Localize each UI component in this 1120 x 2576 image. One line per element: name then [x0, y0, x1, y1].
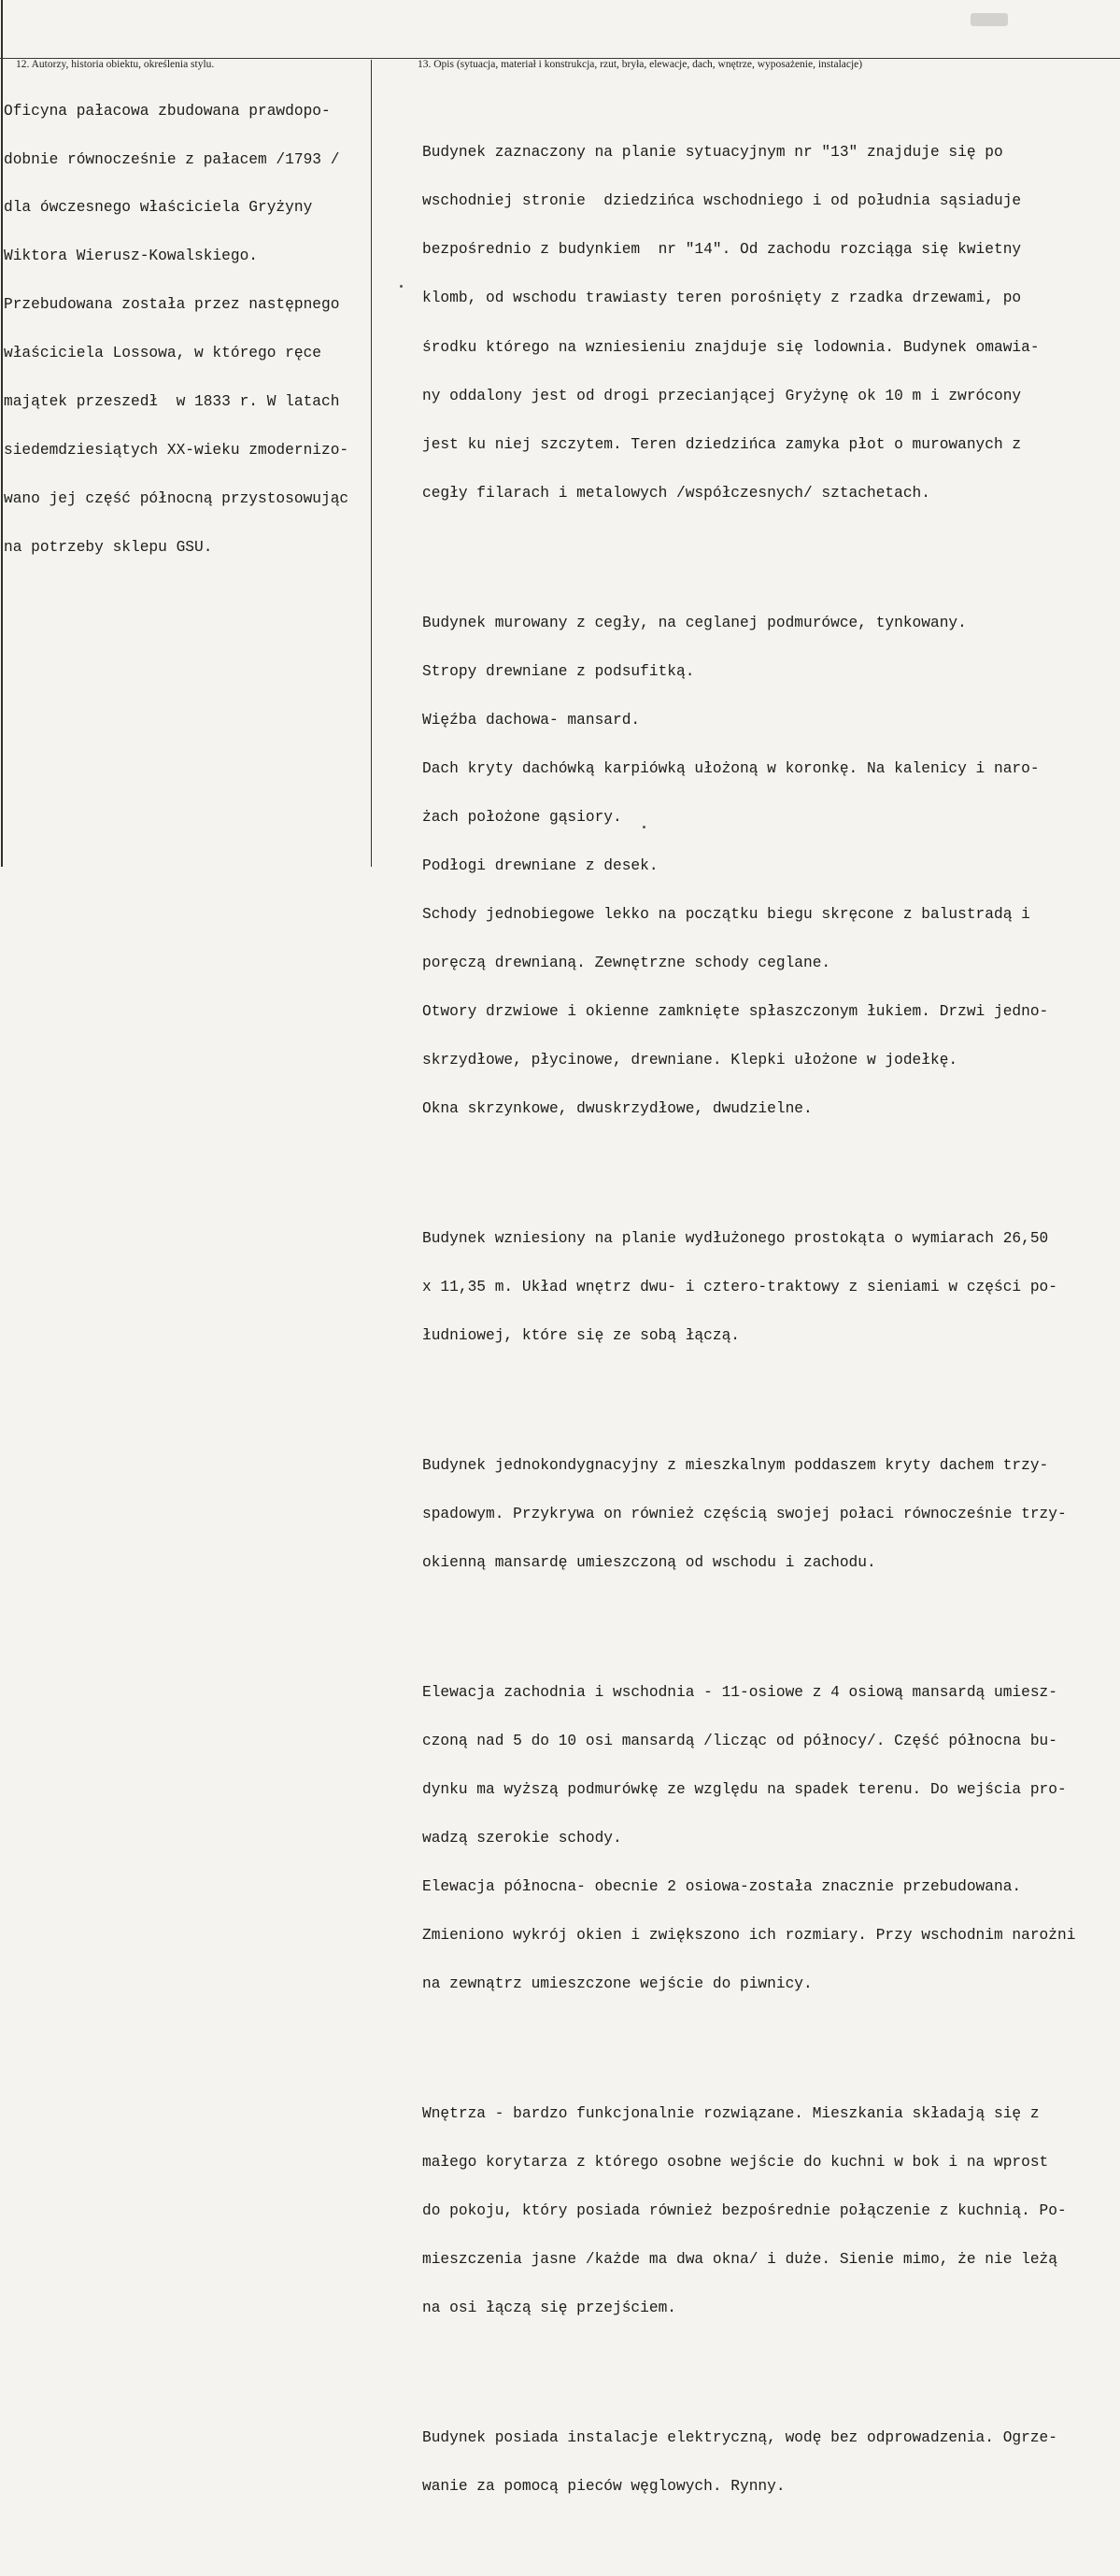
section-12-line: dla ówczesnego właściciela Gryżyny	[4, 199, 313, 217]
paragraph-line: cegły filarach i metalowych /współczesnych/ sztachetach.	[422, 484, 930, 502]
paragraph-line: Wnętrza - bardzo funkcjonalnie rozwiązane. Mieszkania składają się z	[422, 2104, 1040, 2122]
paragraph-line: środku którego na wzniesieniu znajduje się lodownia. Budynek omawia-	[422, 338, 1040, 356]
paragraph-line: Otwory drzwiowe i okienne zamknięte spłaszczonym łukiem. Drzwi jedno-	[422, 1002, 1049, 1020]
paragraph-installations	[422, 2398, 1115, 2527]
paragraph-line: Dach kryty dachówką karpiówką ułożoną w koronkę. Na kalenicy i naro-	[422, 759, 1040, 777]
paragraph-line: Budynek zaznaczony na planie sytuacyjnym nr "13" znajduje się po	[422, 144, 1003, 162]
column-divider	[371, 60, 372, 867]
paragraph-line: łudniowej, które się ze sobą łączą.	[422, 1326, 740, 1344]
paragraph-line: Więźba dachowa- mansard.	[422, 711, 641, 729]
paragraph-line: Zmieniono wykrój okien i zwiększono ich rozmiary. Przy wschodnim narożni	[422, 1926, 1076, 1944]
paragraph-line: ny oddalony jest od drogi przecianjącej Gryżynę ok 10 m i zwrócony	[422, 387, 1022, 404]
paragraph-line: Podłogi drewniane z desek.	[422, 856, 659, 874]
paragraph-line: Schody jednobiegowe lekko na początku biegu skręcone z balustradą i	[422, 905, 1030, 923]
paragraph-line: wanie za pomocą pieców węglowych. Rynny.	[422, 2477, 786, 2495]
section-12-body	[4, 71, 370, 588]
paragraph-plan	[422, 1198, 1115, 1377]
paragraph-elevations	[422, 1652, 1115, 2025]
paragraph-line: Budynek wzniesiony na planie wydłużonego prostokąta o wymiarach 26,50	[422, 1229, 1049, 1247]
paragraph-line: Budynek murowany z cegły, na ceglanej podmurówce, tynkowany.	[422, 614, 967, 631]
section-12-line: majątek przeszedł w 1833 r. W latach	[4, 393, 340, 411]
paragraph-line: skrzydłowe, płycinowe, drewniane. Klepki ułożone w jodełkę.	[422, 1051, 958, 1069]
scan-speck	[400, 285, 403, 288]
paragraph-line: na osi łączą się przejściem.	[422, 2299, 676, 2316]
paragraph-line: jest ku niej szczytem. Teren dziedzińca zamyka płot o murowanych z	[422, 435, 1022, 453]
paragraph-line: okienną mansardę umieszczoną od wschodu i zachodu.	[422, 1553, 876, 1571]
paragraph-line: Budynek posiada instalacje elektryczną, wodę bez odprowadzenia. Ogrze-	[422, 2428, 1057, 2446]
paragraph-line: Budynek jednokondygnacyjny z mieszkalnym poddaszem kryty dachem trzy-	[422, 1456, 1049, 1474]
section-12-line: na potrzeby sklepu GSU.	[4, 539, 213, 557]
scan-speck	[643, 826, 645, 828]
paragraph-line: do pokoju, który posiada również bezpośrednie połączenie z kuchnią. Po-	[422, 2201, 1067, 2219]
paragraph-line: dynku ma wyższą podmurówkę ze względu na spadek terenu. Do wejścia pro-	[422, 1780, 1067, 1798]
section-12-line: Przebudowana została przez następnego	[4, 296, 340, 314]
paragraph-line: Stropy drewniane z podsufitką.	[422, 662, 695, 680]
paragraph-line: na zewnątrz umieszczone wejście do piwnicy.	[422, 1974, 813, 1992]
paragraph-line: Elewacja północna- obecnie 2 osiowa-została znacznie przebudowana.	[422, 1877, 1022, 1895]
scan-smudge	[971, 13, 1008, 26]
paragraph-interiors	[422, 2074, 1115, 2349]
section-12-line: właściciela Lossowa, w którego ręce	[4, 345, 321, 362]
paragraph-line: Okna skrzynkowe, dwuskrzydłowe, dwudzielne.	[422, 1099, 813, 1117]
paragraph-location	[422, 113, 1115, 534]
paragraph-line: x 11,35 m. Układ wnętrz dwu- i cztero-traktowy z sieniami w części po-	[422, 1278, 1057, 1295]
section-13-body	[422, 80, 1115, 2576]
paragraph-materials	[422, 583, 1115, 1150]
paragraph-line: czoną nad 5 do 10 osi mansardą /licząc od północy/. Część północna bu-	[422, 1732, 1057, 1749]
paragraph-line: wschodniej stronie dziedzińca wschodniego i od południa sąsiaduje	[422, 192, 1022, 210]
section-12-line: wano jej część północną przystosowując	[4, 490, 349, 508]
paragraph-line: poręczą drewnianą. Zewnętrzne schody ceglane.	[422, 954, 831, 971]
paragraph-line: małego korytarza z którego osobne wejście do kuchni w bok i na wprost	[422, 2153, 1049, 2171]
paragraph-line: klomb, od wschodu trawiasty teren porośnięty z rzadka drzewami, po	[422, 290, 1022, 307]
paragraph-line: wadzą szerokie schody.	[422, 1829, 622, 1847]
paragraph-line: spadowym. Przykrywa on również częścią swojej połaci równocześnie trzy-	[422, 1505, 1067, 1522]
section-12-line: siedemdziesiątych XX-wieku zmodernizo-	[4, 442, 349, 460]
paragraph-line: mieszczenia jasne /każde ma dwa okna/ i duże. Sienie mimo, że nie leżą	[422, 2250, 1057, 2268]
section-12-header: 12. Autorzy, historia obiektu, określenia stylu.	[16, 59, 215, 70]
section-12-line: Oficyna pałacowa zbudowana prawdopo-	[4, 102, 331, 120]
page-left-edge	[1, 0, 3, 867]
section-13-header: 13. Opis (sytuacja, materiał i konstrukcja, rzut, bryła, elewacje, dach, wnętrze, wyposażenie, instalacje)	[418, 59, 863, 70]
paragraph-line: Elewacja zachodnia i wschodnia - 11-osiowe z 4 osiową mansardą umiesz-	[422, 1683, 1057, 1701]
paragraph-line: bezpośrednio z budynkiem nr "14". Od zachodu rozciąga się kwietny	[422, 241, 1022, 259]
section-12-line: Wiktora Wierusz-Kowalskiego.	[4, 248, 258, 265]
paragraph-line: żach położone gąsiory.	[422, 808, 622, 826]
section-12-line: dobnie równocześnie z pałacem /1793 /	[4, 150, 340, 168]
paragraph-massing	[422, 1425, 1115, 1604]
